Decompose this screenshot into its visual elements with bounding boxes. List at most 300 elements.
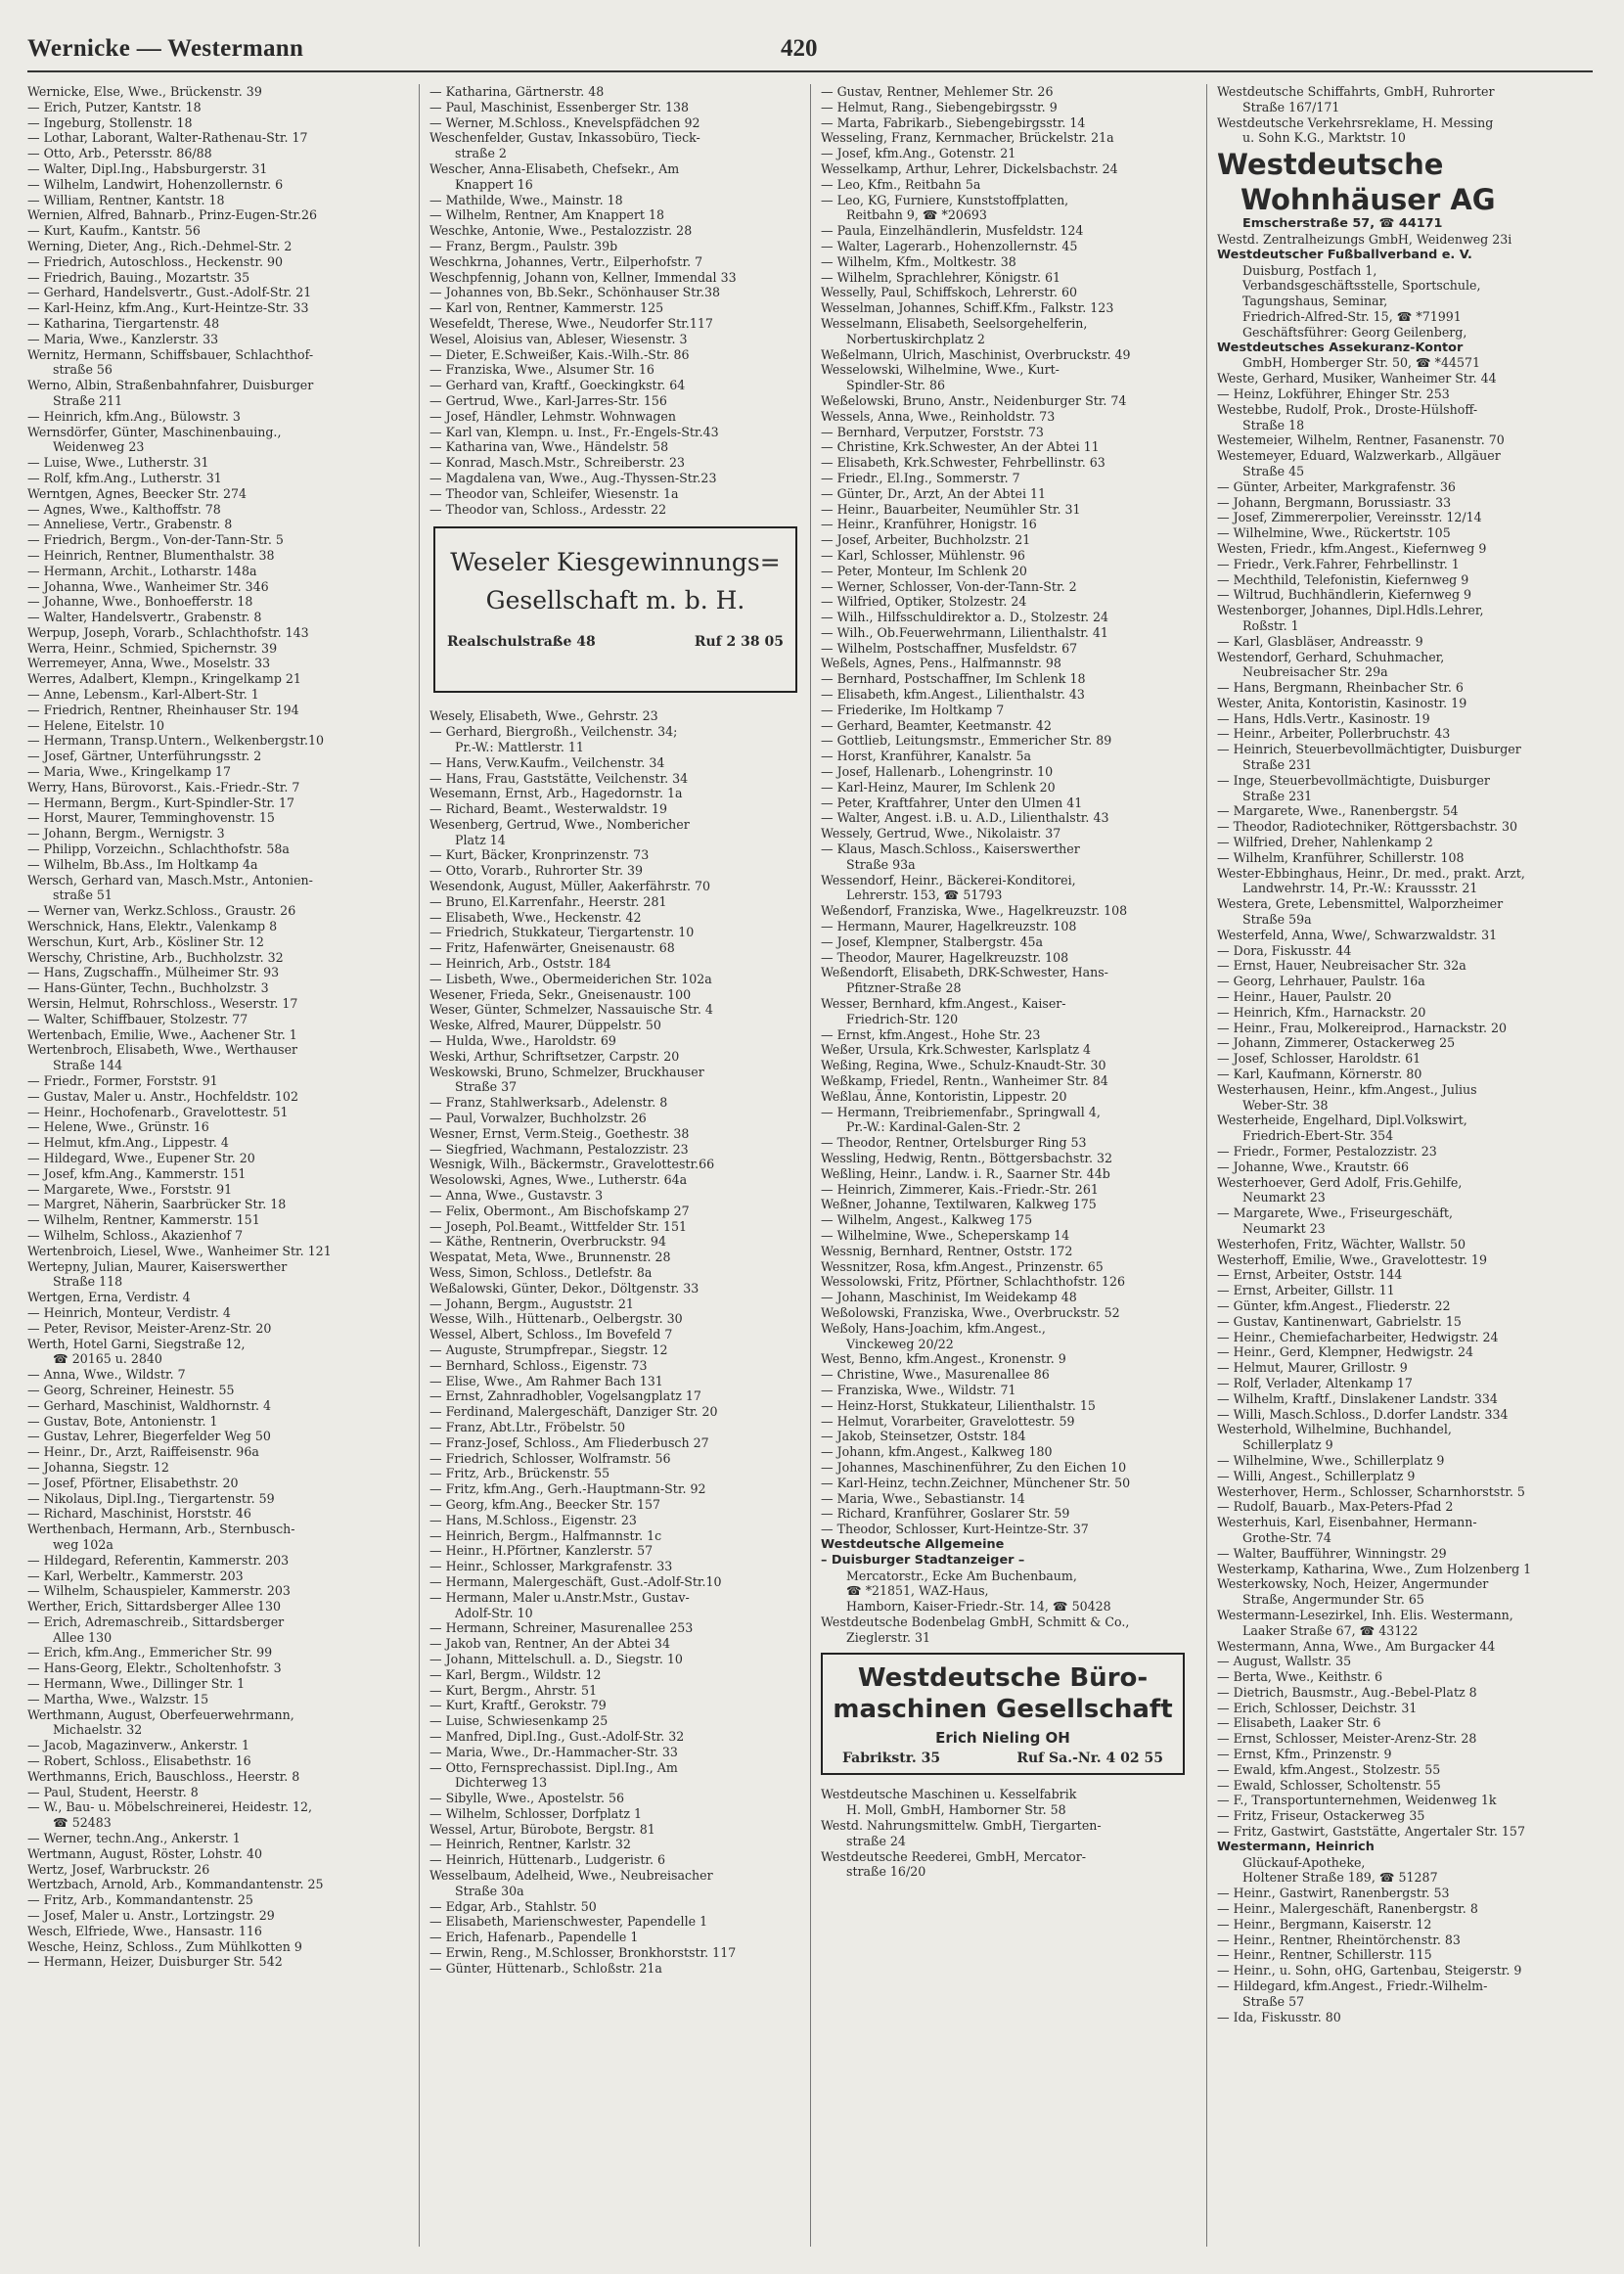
directory-entry: — F., Transportunternehmen, Weidenweg 1k — [1217, 1793, 1497, 1808]
ad2-title-line-2: maschinen Gesellschaft — [833, 1695, 1173, 1725]
directory-entry: Wesefeldt, Therese, Wwe., Neudorfer Str.117 — [429, 315, 713, 331]
directory-entry: Straße 93a — [846, 856, 916, 872]
wohnhaeuser-address: Emscherstraße 57, ☎ 44171 — [1242, 216, 1443, 232]
directory-entry: — Hermann, Malergeschäft, Gust.-Adolf-Str.10 — [429, 1573, 722, 1589]
directory-entry: — Katharina van, Wwe., Händelstr. 58 — [429, 439, 669, 455]
directory-entry: — Leo, KG, Furniere, Kunststoffplatten, — [821, 192, 1069, 207]
directory-entry: — Josef, Klempner, Stalbergstr. 45a — [821, 933, 1043, 949]
column-4-entries-mid-3 — [1217, 355, 1600, 1840]
directory-entry: Pr.-W.: Kardinal-Galen-Str. 2 — [846, 1119, 1021, 1135]
directory-entry: Knappert 16 — [455, 176, 533, 192]
directory-entry: — Peter, Monteur, Im Schlenk 20 — [821, 563, 1027, 578]
directory-entry: — Friedrich, Bauing., Mozartstr. 35 — [27, 269, 250, 285]
directory-entry: — Gustav, Maler u. Anstr., Hochfeldstr. 102 — [27, 1088, 298, 1104]
directory-entry: — Heinr., Rentner, Schillerstr. 115 — [1217, 1947, 1432, 1963]
ad-weseler-kiesgewinnung — [433, 526, 797, 693]
directory-entry: Wesselowski, Wilhelmine, Wwe., Kurt- — [821, 362, 1060, 378]
directory-entry: — Hermann, Wwe., Dillinger Str. 1 — [27, 1676, 246, 1692]
column-4-entries-mid-1 — [1217, 232, 1600, 248]
directory-entry: — Fritz, Hafenwärter, Gneisenaustr. 68 — [429, 940, 675, 956]
ad2-footer — [831, 1751, 1175, 1766]
directory-entry: — Johanne, Wwe., Krautstr. 66 — [1217, 1159, 1410, 1174]
directory-entry: — Heinr., Malergeschäft, Ranenbergstr. 8 — [1217, 1901, 1478, 1917]
directory-entry: — Hans-Günter, Techn., Buchholzstr. 3 — [27, 980, 269, 996]
directory-entry: — Hermann, Archit., Lotharstr. 148a — [27, 563, 257, 578]
directory-entry: — Elise, Wwe., Am Rahmer Bach 131 — [429, 1373, 663, 1388]
directory-entry: Michaelstr. 32 — [53, 1722, 143, 1738]
directory-entry: Platz 14 — [455, 832, 506, 847]
directory-entry: — Georg, Lehrhauer, Paulstr. 16a — [1217, 974, 1425, 989]
directory-entry: — Helmut, Maurer, Grillostr. 9 — [1217, 1360, 1408, 1376]
directory-entry: Weske, Alfred, Maurer, Düppelstr. 50 — [429, 1018, 661, 1033]
directory-entry: — Gustav, Lehrer, Biegerfelder Weg 50 — [27, 1429, 271, 1444]
directory-entry: Friedrich-Alfred-Str. 15, ☎ *71991 — [1242, 308, 1462, 324]
directory-entry: Westerhover, Herm., Schlosser, Scharnhorststr. 5 — [1217, 1483, 1525, 1499]
directory-entry: — Kurt, Bergm., Ahrstr. 51 — [429, 1682, 598, 1698]
directory-entry: Mercatorstr., Ecke Am Buchenbaum, — [846, 1568, 1077, 1583]
directory-entry: — Gottlieb, Leitungsmstr., Emmericher Str. 89 — [821, 733, 1112, 749]
directory-entry: — Heinr., Hauer, Paulstr. 20 — [1217, 989, 1392, 1005]
directory-entry: Werning, Dieter, Ang., Rich.-Dehmel-Str. 2 — [27, 238, 293, 253]
directory-entry: — Franz, Abt.Ltr., Fröbelstr. 50 — [429, 1419, 625, 1434]
directory-entry: Weßing, Regina, Wwe., Schulz-Knaudt-Str. 30 — [821, 1058, 1106, 1073]
directory-entry: — Wilhelm, Landwirt, Hohenzollernstr. 6 — [27, 176, 284, 192]
directory-entry: — Theodor, Schlosser, Kurt-Heintze-Str. 37 — [821, 1522, 1089, 1537]
ad-title-line-1: Weseler Kiesgewinnungs= — [450, 548, 781, 577]
directory-entry: — Elisabeth, Wwe., Heckenstr. 42 — [429, 909, 642, 925]
directory-entry: Schillerplatz 9 — [1242, 1437, 1333, 1453]
directory-entry: — Heinr., Bauarbeiter, Neumühler Str. 31 — [821, 501, 1081, 517]
ad2-address: Fabrikstr. 35 — [842, 1751, 941, 1767]
directory-entry: — Paul, Student, Heerstr. 8 — [27, 1784, 199, 1799]
directory-entry: Neumarkt 23 — [1242, 1220, 1326, 1236]
directory-entry: Westemeyer, Eduard, Walzwerkarb., Allgäuer — [1217, 448, 1501, 464]
directory-entry: — Karl van, Klempn. u. Inst., Fr.-Engels-Str.43 — [429, 424, 719, 439]
directory-entry: — Johanna, Siegstr. 12 — [27, 1459, 169, 1475]
directory-entry: — Marta, Fabrikarb., Siebengebirgsstr. 14 — [821, 114, 1086, 130]
directory-entry: — Anneliese, Vertr., Grabenstr. 8 — [27, 517, 233, 532]
directory-entry: — Johann, Mittelschull. a. D., Siegstr. 10 — [429, 1651, 683, 1666]
directory-entry: Wessel, Artur, Bürobote, Bergstr. 81 — [429, 1821, 655, 1837]
directory-entry: Weßer, Ursula, Krk.Schwester, Karlsplatz 4 — [821, 1042, 1092, 1058]
directory-entry: Weschpfennig, Johann von, Kellner, Immendal 33 — [429, 269, 737, 285]
directory-entry: Westerhofen, Fritz, Wächter, Wallstr. 50 — [1217, 1236, 1466, 1251]
directory-entry: Westdeutsche Bodenbelag GmbH, Schmitt & Co., — [821, 1614, 1130, 1629]
directory-entry: straße 24 — [846, 1833, 906, 1848]
directory-entry: Westerheide, Engelhard, Dipl.Volkswirt, — [1217, 1113, 1467, 1128]
directory-entry: — Heinr., Rentner, Rheintörchenstr. 83 — [1217, 1932, 1461, 1947]
directory-entry: Westermann, Anna, Wwe., Am Burgacker 44 — [1217, 1638, 1496, 1654]
directory-entry: — Franziska, Wwe., Wildstr. 71 — [821, 1382, 1016, 1397]
ad-phone: Ruf 2 38 05 — [694, 634, 784, 651]
directory-entry: Wertzbach, Arnold, Arb., Kommandantenstr. 25 — [27, 1877, 324, 1892]
directory-entry: — Margarete, Wwe., Friseurgeschäft, — [1217, 1205, 1453, 1221]
directory-entry: — Gerhard, Biergroßh., Veilchenstr. 34; — [429, 724, 678, 740]
directory-entry: Glückauf-Apotheke, — [1242, 1854, 1366, 1870]
directory-entry: — Rolf, Verlader, Altenkamp 17 — [1217, 1375, 1413, 1390]
directory-entry: — Friedr., El.Ing., Sommerstr. 7 — [821, 470, 1020, 485]
directory-entry: — Erwin, Reng., M.Schlosser, Bronkhorststr. 117 — [429, 1945, 737, 1961]
directory-entry: — Johannes, Maschinenführer, Zu den Eichen 10 — [821, 1459, 1127, 1475]
directory-entry: straße 51 — [53, 887, 113, 903]
directory-entry: — Gerhard, Handelsvertr., Gust.-Adolf-Str. 21 — [27, 285, 312, 300]
directory-entry: — Heinr., H.Pförtner, Kanzlerstr. 57 — [429, 1543, 654, 1559]
directory-entry: — Friedrich, Stukkateur, Tiergartenstr. 10 — [429, 925, 695, 940]
directory-entry: — Erich, Hafenarb., Papendelle 1 — [429, 1930, 639, 1945]
directory-entry: — Paul, Maschinist, Essenberger Str. 138 — [429, 99, 690, 114]
directory-entry: Grothe-Str. 74 — [1242, 1529, 1331, 1545]
directory-entry: — Bruno, El.Karrenfahr., Heerstr. 281 — [429, 893, 667, 909]
directory-entry: Wesseling, Franz, Kernmacher, Brückelstr. 21a — [821, 130, 1114, 146]
directory-entry: u. Sohn K.G., Marktstr. 10 — [1242, 130, 1406, 146]
directory-entry: Weschkrna, Johannes, Vertr., Eilperhofstr. 7 — [429, 253, 703, 269]
directory-entry: — Gerhard, Beamter, Keetmanstr. 42 — [821, 717, 1052, 733]
directory-entry: Friedrich-Str. 120 — [846, 1011, 959, 1026]
directory-entry: — Magdalena van, Wwe., Aug.-Thyssen-Str.23 — [429, 470, 717, 485]
directory-entry: — Heinrich, kfm.Ang., Bülowstr. 3 — [27, 408, 241, 424]
directory-columns — [27, 84, 1602, 2237]
directory-entry: Wesselbaum, Adelheid, Wwe., Neubreisacher — [429, 1868, 713, 1884]
directory-entry: Weßkamp, Friedel, Rentn., Wanheimer Str. 84 — [821, 1073, 1108, 1088]
directory-entry: Wessling, Hedwig, Rentn., Böttgersbachstr. 32 — [821, 1150, 1113, 1165]
directory-entry: — Auguste, Strumpfrepar., Siegstr. 12 — [429, 1342, 668, 1357]
big-heading-westdeutsche: Westdeutsche — [1217, 148, 1444, 182]
directory-entry: — Josef, kfm.Ang., Gotenstr. 21 — [821, 146, 1016, 161]
directory-entry: — Friedrich, Autoschloss., Heckenstr. 90 — [27, 253, 284, 269]
directory-entry: — Luise, Schwiesenkamp 25 — [429, 1713, 609, 1729]
directory-entry: Westdeutsche Maschinen u. Kesselfabrik — [821, 1787, 1077, 1802]
ad-address: Realschulstraße 48 — [447, 634, 596, 651]
directory-entry: — Gertrud, Wwe., Karl-Jarres-Str. 156 — [429, 392, 667, 408]
directory-entry: — Kurt, Kaufm., Kantstr. 56 — [27, 223, 201, 239]
directory-entry: Werntgen, Agnes, Beecker Str. 274 — [27, 485, 248, 501]
column-3-entries-bottom — [821, 1787, 1194, 1880]
directory-entry: — Siegfried, Wachmann, Pestalozzistr. 23 — [429, 1141, 689, 1157]
directory-entry: Roßstr. 1 — [1242, 617, 1299, 633]
directory-entry: — Wilhelmine, Wwe., Rückertstr. 105 — [1217, 525, 1451, 541]
directory-entry: — Helmut, kfm.Ang., Lippestr. 4 — [27, 1135, 229, 1151]
column-3-entries-top — [821, 84, 1194, 1537]
directory-entry: — Felix, Obermont., Am Bischofskamp 27 — [429, 1203, 690, 1218]
directory-entry: — Jakob, Steinsetzer, Oststr. 184 — [821, 1429, 1026, 1444]
directory-entry: — Fritz, Friseur, Ostackerweg 35 — [1217, 1808, 1425, 1824]
directory-entry: Weßlau, Änne, Kontoristin, Lippestr. 20 — [821, 1088, 1067, 1104]
directory-entry: Pr.-W.: Mattlerstr. 11 — [455, 739, 584, 754]
directory-entry: — Josef, Händler, Lehmstr. Wohnwagen — [429, 408, 676, 424]
directory-entry: — Gustav, Kantinenwart, Gabrielstr. 15 — [1217, 1313, 1462, 1329]
directory-entry: Wesche, Heinz, Schloss., Zum Mühlkotten 9 — [27, 1938, 302, 1954]
directory-entry: — Walter, Schiffbauer, Stolzestr. 77 — [27, 1011, 248, 1026]
directory-entry: — Kurt, Bäcker, Kronprinzenstr. 73 — [429, 847, 650, 863]
directory-entry: Straße 231 — [1242, 788, 1313, 803]
directory-entry: Westemeier, Wilhelm, Rentner, Fasanenstr. 70 — [1217, 432, 1505, 448]
directory-entry: — Maria, Wwe., Sebastianstr. 14 — [821, 1490, 1025, 1506]
directory-entry: — Friedr., Former, Forststr. 91 — [27, 1073, 218, 1088]
directory-entry: Wessel, Albert, Schloss., Im Bovefeld 7 — [429, 1327, 673, 1342]
directory-entry: weg 102a — [53, 1536, 113, 1552]
directory-entry: — Agnes, Wwe., Kalthoffstr. 78 — [27, 501, 221, 517]
directory-entry: Wesselly, Paul, Schiffskoch, Lehrerstr. 60 — [821, 285, 1078, 300]
directory-entry: Vinckeweg 20/22 — [846, 1336, 954, 1351]
directory-entry: — Josef, Zimmererpolier, Vereinsstr. 12/14 — [1217, 510, 1482, 525]
directory-entry: Wessnitzer, Rosa, kfm.Angest., Prinzenstr. 65 — [821, 1258, 1104, 1274]
directory-entry: Weßels, Agnes, Pens., Halfmannstr. 98 — [821, 656, 1061, 671]
directory-entry: Hamborn, Kaiser-Friedr.-Str. 14, ☎ 50428 — [846, 1599, 1111, 1615]
directory-entry: — Peter, Revisor, Meister-Arenz-Str. 20 — [27, 1320, 272, 1336]
directory-entry: — Georg, Schreiner, Heinestr. 55 — [27, 1382, 235, 1397]
directory-entry: — Theodor, Radiotechniker, Röttgersbachstr. 30 — [1217, 819, 1518, 835]
directory-entry: — Hildegard, Referentin, Kammerstr. 203 — [27, 1552, 290, 1568]
directory-entry: Werthenbach, Hermann, Arb., Sternbusch- — [27, 1522, 295, 1537]
directory-entry: Werno, Albin, Straßenbahnfahrer, Duisburger — [27, 378, 314, 393]
directory-entry: Werther, Erich, Sittardsberger Allee 130 — [27, 1599, 282, 1615]
directory-entry: — Hermann, Maurer, Hagelkreuzstr. 108 — [821, 919, 1077, 934]
directory-entry: Weßelowski, Bruno, Anstr., Neidenburger Str. 74 — [821, 392, 1127, 408]
directory-entry: — Katharina, Gärtnerstr. 48 — [429, 84, 605, 99]
fussballverband-heading: Westdeutscher Fußballverband e. V. — [1217, 247, 1472, 262]
directory-entry: Werra, Heinr., Schmied, Spichernstr. 39 — [27, 640, 278, 656]
directory-entry: Wernicke, Else, Wwe., Brückenstr. 39 — [27, 84, 262, 99]
directory-entry: — Johann, Bergmann, Borussiastr. 33 — [1217, 494, 1452, 510]
directory-entry: — Hans, Zugschaffn., Mülheimer Str. 93 — [27, 965, 280, 980]
assekuranz-heading: Westdeutsches Assekuranz-Kontor — [1217, 340, 1464, 355]
directory-entry: — Wilhelm, Schlosser, Dorfplatz 1 — [429, 1805, 643, 1821]
directory-entry: — Rudolf, Bauarb., Max-Peters-Pfad 2 — [1217, 1499, 1454, 1515]
directory-entry: — Wilhelm, Kranführer, Schillerstr. 108 — [1217, 849, 1465, 865]
directory-entry: ☎ 20165 u. 2840 — [53, 1351, 162, 1367]
directory-entry: — Heinrich, Rentner, Karlstr. 32 — [429, 1837, 631, 1852]
directory-entry: Straße 45 — [1242, 463, 1305, 478]
column-4-entries-top — [1217, 84, 1600, 146]
directory-entry: — Elisabeth, Marienschwester, Papendelle 1 — [429, 1914, 708, 1930]
directory-entry: Straße 118 — [53, 1274, 123, 1290]
directory-entry: Westerhausen, Heinr., kfm.Angest., Julius — [1217, 1081, 1477, 1097]
directory-entry: — Margret, Näherin, Saarbrücker Str. 18 — [27, 1197, 287, 1212]
directory-entry: — Theodor van, Schleifer, Wiesenstr. 1a — [429, 485, 679, 501]
directory-entry: — Friedr., Verk.Fahrer, Fehrbellinstr. 1 — [1217, 556, 1460, 571]
directory-entry: Weßalowski, Günter, Dekor., Döltgenstr. 33 — [429, 1280, 699, 1296]
directory-entry: — Edgar, Arb., Stahlstr. 50 — [429, 1898, 597, 1914]
directory-entry: — Bernhard, Schloss., Eigenstr. 73 — [429, 1357, 648, 1373]
directory-entry: — Luise, Wwe., Lutherstr. 31 — [27, 455, 209, 471]
directory-entry: Weskowski, Bruno, Schmelzer, Bruckhauser — [429, 1064, 704, 1079]
directory-entry: Werres, Adalbert, Klempn., Kringelkamp 21 — [27, 671, 301, 687]
directory-entry: — Johann, Zimmerer, Ostackerweg 25 — [1217, 1035, 1456, 1051]
directory-entry: Straße 167/171 — [1242, 99, 1340, 114]
directory-entry: — Josef, kfm.Ang., Kammerstr. 151 — [27, 1165, 247, 1181]
directory-entry: Weschke, Antonie, Wwe., Pestalozzistr. 28 — [429, 223, 693, 239]
directory-entry: Werthmanns, Erich, Bauschloss., Heerstr. 8 — [27, 1768, 300, 1784]
directory-entry: Werth, Hotel Garni, Siegstraße 12, — [27, 1336, 246, 1351]
directory-entry: — Günter, kfm.Angest., Fliederstr. 22 — [1217, 1297, 1451, 1313]
directory-entry: — Walter, Handelsvertr., Grabenstr. 8 — [27, 610, 262, 625]
column-3-entries-mid — [821, 1569, 1194, 1646]
directory-entry: — Margarete, Wwe., Ranenbergstr. 54 — [1217, 803, 1459, 819]
directory-entry: Weßendorf, Franziska, Wwe., Hagelkreuzstr. 108 — [821, 903, 1128, 919]
directory-entry: Werthmann, August, Oberfeuerwehrmann, — [27, 1706, 294, 1722]
directory-entry: Wessely, Gertrud, Wwe., Nikolaistr. 37 — [821, 826, 1061, 841]
directory-entry: — Theodor, Rentner, Ortelsburger Ring 53 — [821, 1135, 1087, 1151]
directory-entry: — Walter, Dipl.Ing., Habsburgerstr. 31 — [27, 160, 268, 176]
directory-entry: Westdeutsche Schiffahrts, GmbH, Ruhrorter — [1217, 84, 1495, 99]
directory-entry: — Franz, Stahlwerksarb., Adelenstr. 8 — [429, 1095, 668, 1111]
directory-entry: Weßolowski, Franziska, Wwe., Overbruckstr. 52 — [821, 1304, 1120, 1320]
directory-entry: — Georg, kfm.Ang., Beecker Str. 157 — [429, 1496, 660, 1512]
directory-entry: Weschenfelder, Gustav, Inkassobüro, Tieck- — [429, 130, 700, 146]
directory-entry: — Otto, Fernsprechassist. Dipl.Ing., Am — [429, 1759, 678, 1775]
directory-entry: Straße 144 — [53, 1058, 123, 1073]
directory-entry: Allee 130 — [53, 1629, 113, 1645]
directory-entry: Westd. Zentralheizungs GmbH, Weidenweg 23i — [1217, 231, 1512, 247]
directory-entry: Werry, Hans, Bürovorst., Kais.-Friedr.-Str. 7 — [27, 779, 300, 795]
directory-entry: — Dietrich, Bausmstr., Aug.-Bebel-Platz 8 — [1217, 1684, 1477, 1700]
directory-entry: — Wilhelm, Kraftf., Dinslakener Landstr. 334 — [1217, 1390, 1498, 1406]
directory-entry: — Werner, techn.Ang., Ankerstr. 1 — [27, 1831, 241, 1846]
directory-entry: — Helmut, Vorarbeiter, Gravelottestr. 59 — [821, 1413, 1075, 1429]
directory-entry: Wessnig, Bernhard, Rentner, Oststr. 172 — [821, 1243, 1073, 1258]
directory-entry: Wesse, Wilh., Hüttenarb., Oelbergstr. 30 — [429, 1311, 683, 1327]
directory-entry: ☎ 52483 — [53, 1815, 112, 1831]
directory-entry: — Gerhard, Maschinist, Waldhornstr. 4 — [27, 1397, 272, 1413]
directory-entry: Wesolowski, Agnes, Wwe., Lutherstr. 64a — [429, 1172, 688, 1188]
directory-entry: — Dieter, E.Schweißer, Kais.-Wilh.-Str. 86 — [429, 346, 690, 362]
directory-entry: Verbandsgeschäftsstelle, Sportschule, — [1242, 278, 1481, 294]
ad2-title-line-1: Westdeutsche Büro- — [857, 1663, 1149, 1694]
directory-entry: — Maria, Wwe., Dr.-Hammacher-Str. 33 — [429, 1744, 678, 1759]
directory-entry: — Robert, Schloss., Elisabethstr. 16 — [27, 1753, 251, 1769]
ad-title-line-2: Gesellschaft m. b. H. — [485, 586, 745, 615]
directory-entry: — Johann, Bergm., Wernigstr. 3 — [27, 826, 225, 841]
directory-entry: — Karl-Heinz, techn.Zeichner, Münchener Str. 50 — [821, 1475, 1131, 1490]
directory-entry: Westera, Grete, Lebensmittel, Walporzheimer — [1217, 896, 1504, 912]
directory-entry: — Walter, Angest. i.B. u. A.D., Lilienthalstr. 43 — [821, 810, 1109, 826]
directory-entry: Duisburg, Postfach 1, — [1242, 262, 1377, 278]
directory-entry: Straße, Angermunder Str. 65 — [1242, 1592, 1424, 1608]
directory-entry: – Duisburger Stadtanzeiger – — [821, 1552, 1025, 1568]
directory-entry: — Heinrich, Hüttenarb., Ludgeristr. 6 — [429, 1852, 666, 1868]
directory-entry: — Ernst, Arbeiter, Oststr. 144 — [1217, 1267, 1403, 1283]
directory-entry: — Lisbeth, Wwe., Obermeiderichen Str. 102a — [429, 971, 712, 986]
directory-entry: — Friederike, Im Holtkamp 7 — [821, 702, 1005, 717]
directory-entry: — Jacob, Magazinverw., Ankerstr. 1 — [27, 1738, 249, 1753]
directory-entry: — Richard, Beamt., Westerwaldstr. 19 — [429, 801, 668, 817]
directory-entry: — Ernst, Schlosser, Meister-Arenz-Str. 28 — [1217, 1731, 1477, 1747]
directory-entry: — Dora, Fiskusstr. 44 — [1217, 942, 1352, 958]
directory-entry: Wernsdörfer, Günter, Maschinenbauing., — [27, 424, 282, 439]
directory-entry: Wessolowski, Fritz, Pförtner, Schlachthofstr. 126 — [821, 1274, 1125, 1290]
directory-entry: Westerhoff, Emilie, Wwe., Gravelottestr. 19 — [1217, 1251, 1487, 1267]
directory-entry: — Heinz-Horst, Stukkateur, Lilienthalstr. 15 — [821, 1397, 1096, 1413]
directory-entry: Westerhoever, Gerd Adolf, Fris.Gehilfe, — [1217, 1174, 1463, 1190]
directory-entry: — Heinr., u. Sohn, oHG, Gartenbau, Steigerstr. 9 — [1217, 1963, 1522, 1978]
westermann-heinrich-heading: Westermann, Heinrich — [1217, 1839, 1375, 1854]
directory-entry: — Richard, Kranführer, Goslarer Str. 59 — [821, 1506, 1070, 1522]
directory-entry: — Fritz, Arb., Kommandantenstr. 25 — [27, 1892, 253, 1908]
directory-entry: Weidenweg 23 — [53, 439, 145, 455]
directory-entry: — Kurt, Kraftf., Gerokstr. 79 — [429, 1698, 607, 1713]
directory-entry: Weßendorft, Elisabeth, DRK-Schwester, Hans- — [821, 965, 1108, 980]
directory-entry: — Rolf, kfm.Ang., Lutherstr. 31 — [27, 470, 222, 485]
directory-entry: Westdeutsche Reederei, GmbH, Mercator- — [821, 1848, 1086, 1864]
directory-entry: Westerkowsky, Noch, Heizer, Angermunder — [1217, 1576, 1489, 1592]
directory-entry: — Wilhelm, Bb.Ass., Im Holtkamp 4a — [27, 856, 258, 872]
directory-entry: — Hans, Frau, Gaststätte, Veilchenstr. 34 — [429, 770, 689, 786]
directory-entry: — Hildegard, Wwe., Eupener Str. 20 — [27, 1150, 255, 1165]
directory-entry: Straße 211 — [53, 392, 123, 408]
directory-entry: — Werner, Schlosser, Von-der-Tann-Str. 2 — [821, 578, 1077, 594]
directory-entry: straße 2 — [455, 146, 507, 161]
directory-entry: — Hermann, Maler u.Anstr.Mstr., Gustav- — [429, 1589, 690, 1605]
directory-entry: — Hildegard, kfm.Angest., Friedr.-Wilhelm- — [1217, 1978, 1488, 1994]
directory-entry: — Maria, Wwe., Kringelkamp 17 — [27, 764, 232, 780]
directory-entry: Holtener Straße 189, ☎ 51287 — [1242, 1870, 1438, 1886]
directory-entry: — Wiltrud, Buchhändlerin, Kiefernweg 9 — [1217, 587, 1472, 603]
directory-entry: Wernien, Alfred, Bahnarb., Prinz-Eugen-Str.26 — [27, 207, 318, 223]
directory-entry: — Ernst, Kfm., Prinzenstr. 9 — [1217, 1747, 1392, 1762]
directory-entry: Westerkamp, Katharina, Wwe., Zum Holzenberg 1 — [1217, 1561, 1532, 1576]
ad-westdeutsche-bueromaschinen — [821, 1653, 1185, 1775]
directory-entry: — Ferdinand, Malergeschäft, Danziger Str. 20 — [429, 1404, 718, 1420]
directory-entry: Werpup, Joseph, Vorarb., Schlachthofstr. 143 — [27, 624, 309, 640]
directory-entry: Friedrich-Ebert-Str. 354 — [1242, 1128, 1394, 1144]
directory-entry: — Günter, Arbeiter, Markgrafenstr. 36 — [1217, 478, 1456, 494]
directory-entry: — Bernhard, Postschaffner, Im Schlenk 18 — [821, 671, 1086, 687]
directory-entry: — Heinrich, Arb., Oststr. 184 — [429, 956, 611, 972]
directory-entry: Westdeutsche Verkehrsreklame, H. Messing — [1217, 114, 1494, 130]
directory-entry: — Sibylle, Wwe., Apostelstr. 56 — [429, 1791, 625, 1806]
directory-entry: — Inge, Steuerbevollmächtigte, Duisburger — [1217, 772, 1490, 788]
directory-entry: GmbH, Homberger Str. 50, ☎ *44571 — [1242, 355, 1481, 371]
directory-entry: Pfitzner-Straße 28 — [846, 980, 962, 996]
directory-entry: Neumarkt 23 — [1242, 1190, 1326, 1205]
directory-entry: — Gerhard van, Kraftf., Goeckingkstr. 64 — [429, 378, 686, 393]
directory-entry: — Johann, Maschinist, Im Weidekamp 48 — [821, 1290, 1077, 1305]
directory-entry: — Ida, Fiskusstr. 80 — [1217, 2009, 1341, 2024]
column-2-entries-bottom — [429, 708, 795, 1976]
directory-entry: Wesselman, Johannes, Schiff.Kfm., Falkstr. 123 — [821, 300, 1114, 316]
directory-entry: Weßoly, Hans-Joachim, kfm.Angest., — [821, 1320, 1046, 1336]
ad2-owner: Erich Nieling OH — [935, 1729, 1070, 1748]
directory-entry: — Heinrich, Steuerbevollmächtigter, Duisburger — [1217, 742, 1521, 757]
directory-entry: — Josef, Maler u. Anstr., Lortzingstr. 29 — [27, 1908, 275, 1924]
directory-entry: — Elisabeth, Laaker Str. 6 — [1217, 1715, 1381, 1731]
directory-entry: Straße 37 — [455, 1079, 518, 1095]
directory-entry: — Fritz, Gastwirt, Gaststätte, Angertaler Str. 157 — [1217, 1824, 1525, 1840]
directory-entry: — Karl-Heinz, kfm.Ang., Kurt-Heintze-Str. 33 — [27, 300, 309, 316]
running-head: Wernicke — Westermann — [27, 35, 304, 62]
directory-entry: — Theodor, Maurer, Hagelkreuzstr. 108 — [821, 949, 1069, 965]
directory-entry: Wesselkamp, Arthur, Lehrer, Dickelsbachstr. 24 — [821, 160, 1118, 176]
directory-entry: Landwehrstr. 14, Pr.-W.: Kraussstr. 21 — [1242, 881, 1478, 896]
directory-entry: Wester-Ebbinghaus, Heinr., Dr. med., prakt. Arzt, — [1217, 865, 1525, 881]
directory-entry: — Karl, Kaufmann, Körnerstr. 80 — [1217, 1067, 1422, 1082]
directory-entry: — Anna, Wwe., Gustavstr. 3 — [429, 1188, 604, 1204]
directory-entry: — Franz-Josef, Schloss., Am Fliederbusch 27 — [429, 1434, 709, 1450]
directory-entry: Wesemann, Ernst, Arb., Hagedornstr. 1a — [429, 786, 683, 801]
directory-entry: Norbertuskirchplatz 2 — [846, 331, 985, 346]
directory-entry: Dichterweg 13 — [455, 1775, 548, 1791]
directory-entry: — Franz, Bergm., Paulstr. 39b — [429, 238, 618, 253]
directory-entry: — Maria, Wwe., Kanzlerstr. 33 — [27, 331, 219, 346]
directory-entry: — W., Bau- u. Möbelschreinerei, Heidestr. 12, — [27, 1799, 312, 1815]
directory-entry: — Heinr., Hochofenarb., Gravelottestr. 51 — [27, 1104, 289, 1119]
directory-entry: Straße 231 — [1242, 757, 1313, 773]
directory-entry: — Wilhelmine, Wwe., Schillerplatz 9 — [1217, 1452, 1445, 1468]
directory-entry: — Hulda, Wwe., Haroldstr. 69 — [429, 1033, 616, 1049]
directory-entry: — Lothar, Laborant, Walter-Rathenau-Str. 17 — [27, 130, 308, 146]
directory-entry: Wertepny, Julian, Maurer, Kaiserswerther — [27, 1258, 288, 1274]
directory-entry: — Hans, M.Schloss., Eigenstr. 23 — [429, 1512, 637, 1527]
